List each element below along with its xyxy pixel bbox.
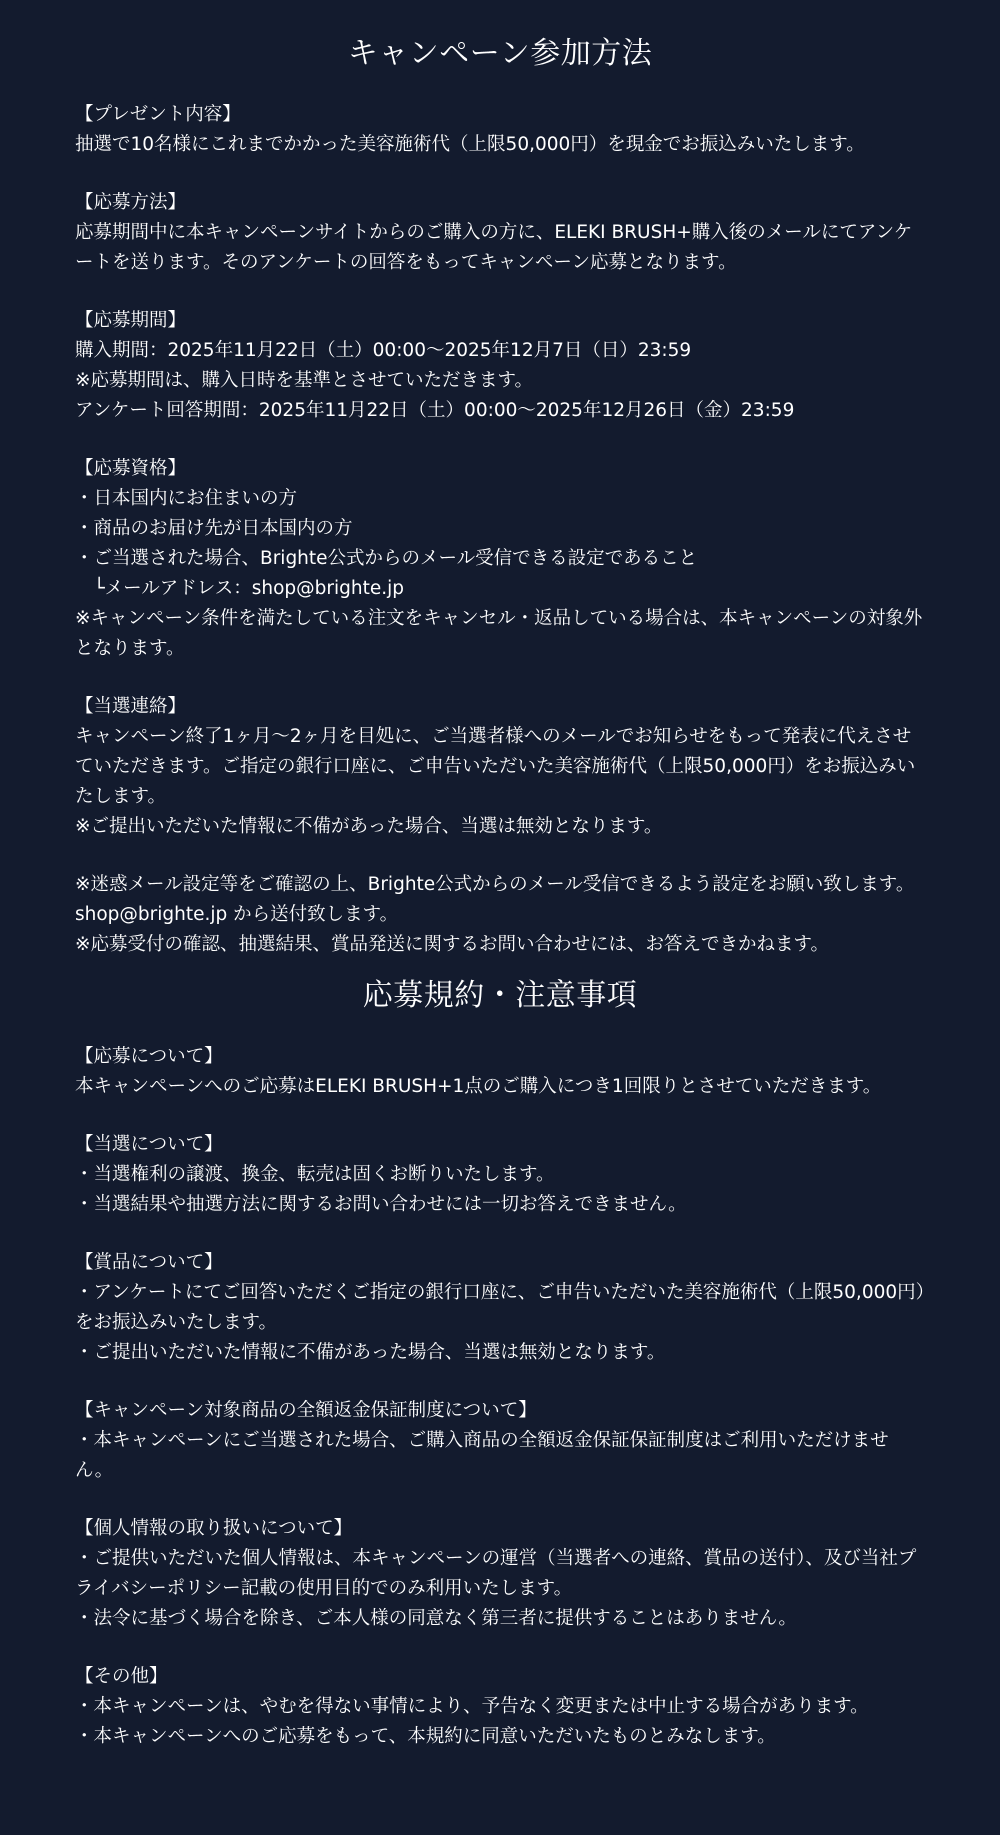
section-about-prize — [75, 1248, 925, 1368]
section-line: 抽選で10名様にこれまでかかった美容施術代（上限50,000円）を現金でお振込みいたします。 — [75, 134, 865, 155]
section-line: ・当選結果や抽選方法に関するお問い合わせには一切お答えできません。 — [75, 1194, 687, 1215]
section-line: アンケート回答期間：2025年11月22日（土）00:00〜2025年12月26日（金）23:59 — [75, 400, 795, 421]
section-line: ・ご提出いただいた情報に不備があった場合、当選は無効となります。 — [75, 1342, 666, 1363]
section-about-entry — [75, 1042, 925, 1102]
terms-title: 応募規約・注意事項 — [362, 978, 638, 1013]
section-other — [75, 1662, 925, 1752]
section-privacy — [75, 1514, 925, 1634]
section-winner-notice — [75, 692, 925, 842]
section-line: ・法令に基づく場合を除き、ご本人様の同意なく第三者に提供することはありません。 — [75, 1608, 797, 1629]
section-about-winning — [75, 1130, 925, 1220]
section-heading: 【賞品について】 — [75, 1252, 223, 1273]
section-line: 購入期間：2025年11月22日（土）00:00〜2025年12月7日（日）23:59 — [75, 340, 692, 361]
section-line: 本キャンペーンへのご応募はELEKI BRUSH+1点のご購入につき1回限りとさせていただきます。 — [75, 1076, 882, 1097]
section-present — [75, 100, 925, 160]
section-line: ・ご提供いただいた個人情報は、本キャンペーンの運営（当選者への連絡、賞品の送付）、及び当社プライバシーポリシー記載の使用目的でのみ利用いたします。 — [75, 1548, 917, 1599]
section-heading: 【応募について】 — [75, 1046, 223, 1067]
section-heading: 【応募資格】 — [75, 458, 187, 479]
section-line: ・アンケートにてご回答いただくご指定の銀行口座に、ご申告いただいた美容施術代（上限50,000円）をお振込みいたします。 — [75, 1282, 925, 1333]
section-line: ・本キャンペーンへのご応募をもって、本規約に同意いただいたものとみなします。 — [75, 1726, 776, 1747]
section-line: ・当選権利の譲渡、換金、転売は固くお断りいたします。 — [75, 1164, 555, 1185]
section-line: ・本キャンペーンは、やむを得ない事情により、予告なく変更または中止する場合があります。 — [75, 1696, 869, 1717]
section-line: ・商品のお届け先が日本国内の方 — [75, 518, 353, 539]
section-heading: 【個人情報の取り扱いについて】 — [75, 1518, 353, 1539]
section-line: ・本キャンペーンにご当選された場合、ご購入商品の全額返金保証保証制度はご利用いただけません。 — [75, 1430, 889, 1481]
section-eligibility — [75, 454, 925, 664]
section-how-to-apply — [75, 188, 925, 278]
section-line: ※ご提出いただいた情報に不備があった場合、当選は無効となります。 — [75, 816, 663, 837]
campaign-title: キャンペーン参加方法 — [347, 36, 653, 71]
email-address-line: └メールアドレス：shop@brighte.jp — [75, 578, 404, 599]
section-heading: 【応募期間】 — [75, 310, 187, 331]
section-notes — [75, 870, 925, 960]
section-line: ※迷惑メール設定等をご確認の上、Brighte公式からのメール受信できるよう設定をお願い致します。shop@brighte.jp から送付致します。 — [75, 874, 915, 925]
section-line: ・ご当選された場合、Brighte公式からのメール受信できる設定であること — [75, 548, 698, 569]
section-heading: 【当選について】 — [75, 1134, 223, 1155]
section-line: 応募期間中に本キャンペーンサイトからのご購入の方に、ELEKI BRUSH+購入後のメールにてアンケートを送ります。そのアンケートの回答をもってキャンペーン応募となります。 — [75, 222, 913, 273]
section-heading: 【その他】 — [75, 1666, 168, 1687]
section-refund-guarantee — [75, 1396, 925, 1486]
section-line: ※応募受付の確認、抽選結果、賞品発送に関するお問い合わせには、お答えできかねます。 — [75, 934, 830, 955]
section-heading: 【当選連絡】 — [75, 696, 187, 717]
section-line: ・日本国内にお住まいの方 — [75, 488, 298, 509]
section-heading: 【応募方法】 — [75, 192, 187, 213]
section-heading: 【プレゼント内容】 — [75, 104, 241, 125]
section-line: ※キャンペーン条件を満たしている注文をキャンセル・返品している場合は、本キャンペーンの対象外となります。 — [75, 608, 923, 659]
section-period — [75, 306, 925, 426]
section-heading: 【キャンペーン対象商品の全額返金保証制度について】 — [75, 1400, 537, 1421]
section-line: キャンペーン終了1ヶ月〜2ヶ月を目処に、ご当選者様へのメールでお知らせをもって発表に代えさせていただきます。ご指定の銀行口座に、ご申告いただいた美容施術代（上限50,000円）をお振込みいたします。 — [75, 726, 916, 807]
section-line: ※応募期間は、購入日時を基準とさせていただきます。 — [75, 370, 534, 391]
